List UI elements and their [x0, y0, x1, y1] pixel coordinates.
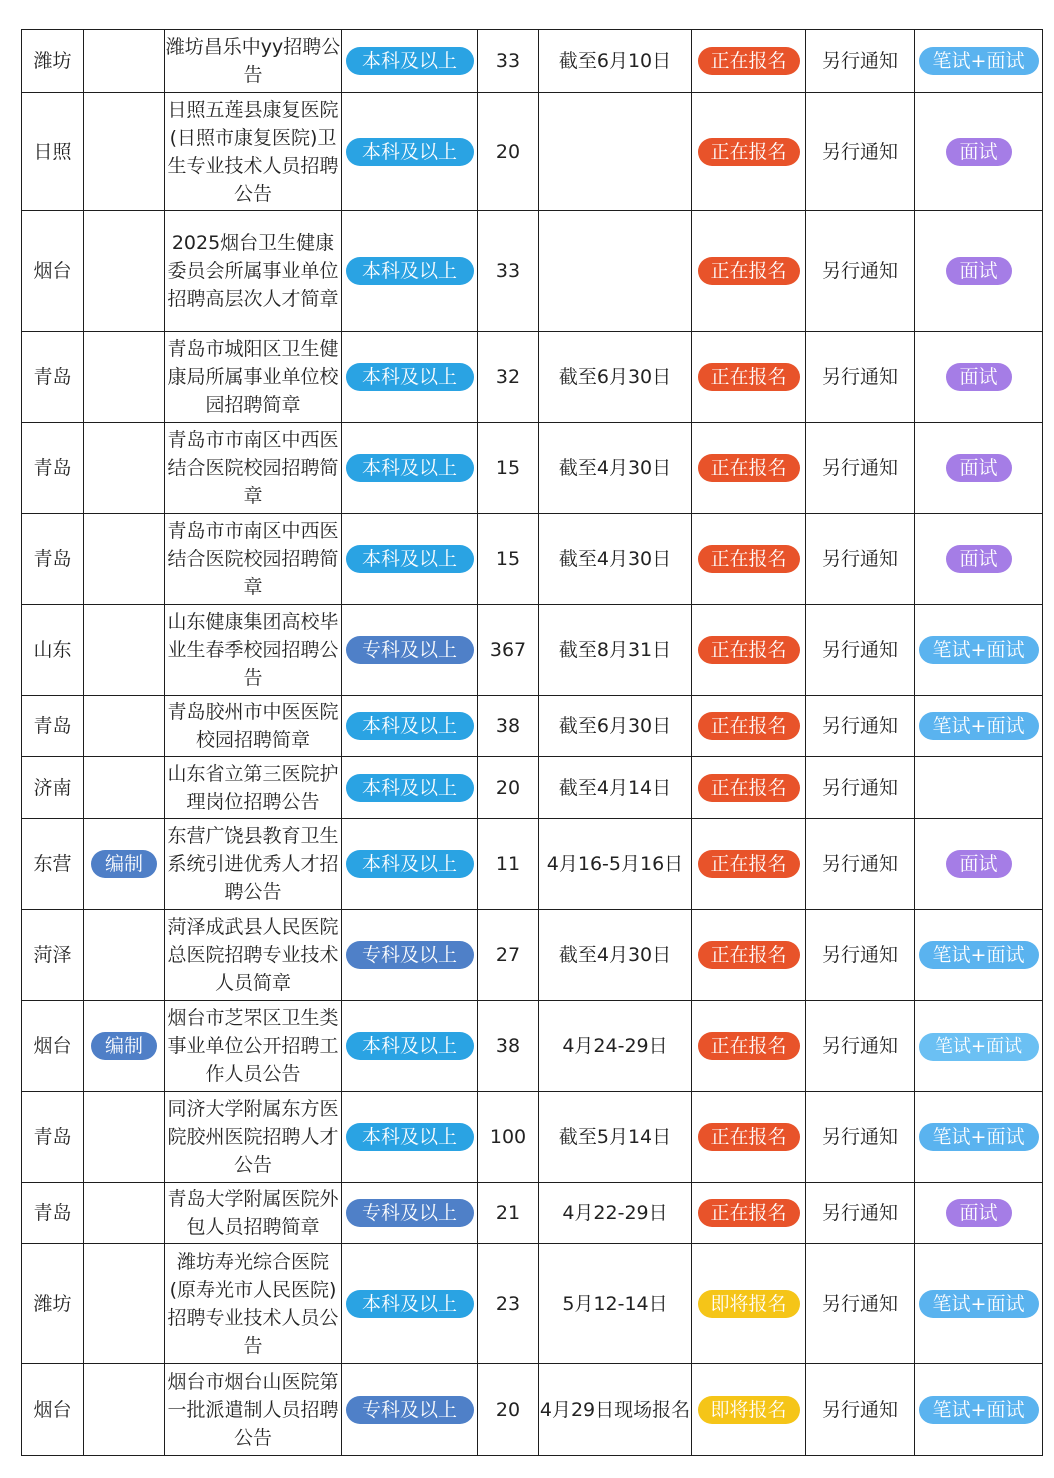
title-cell: [165, 332, 342, 423]
education-badge: 本科及以上: [346, 1032, 474, 1060]
status-cell: [692, 30, 806, 93]
count-cell: [478, 1183, 539, 1244]
count-cell: [478, 696, 539, 757]
date-cell: [539, 1364, 692, 1456]
education-badge: 本科及以上: [346, 454, 474, 482]
method-badge: 面试: [946, 850, 1012, 878]
announcement-title[interactable]: 潍坊昌乐中yy招聘公告: [165, 36, 341, 86]
method-cell: [915, 757, 1043, 819]
announcement-title[interactable]: 青岛市市南区中西医结合医院校园招聘简章: [167, 429, 339, 507]
method-cell: [915, 819, 1043, 910]
count-cell: [478, 93, 539, 211]
count-cell: [478, 211, 539, 332]
title-cell: [165, 211, 342, 332]
region-text: 青岛: [33, 548, 72, 570]
date-cell: [539, 1183, 692, 1244]
status-badge: 正在报名: [698, 257, 800, 285]
registration-date: 截至5月14日: [558, 1126, 672, 1148]
table-row: [22, 514, 1043, 605]
region-cell: [22, 605, 84, 696]
exam-time-cell: [806, 605, 915, 696]
region-cell: [22, 1183, 84, 1244]
region-cell: [22, 423, 84, 514]
announcement-title[interactable]: 青岛市城阳区卫生健康局所属事业单位校园招聘简章: [167, 338, 339, 416]
exam-time-cell: [806, 211, 915, 332]
table-row: [22, 605, 1043, 696]
announcement-title[interactable]: 东营广饶县教育卫生系统引进优秀人才招聘公告: [167, 825, 339, 903]
region-text: 潍坊: [33, 50, 72, 72]
region-cell: [22, 757, 84, 819]
education-cell: [342, 211, 478, 332]
status-cell: [692, 423, 806, 514]
status-badge: 正在报名: [698, 636, 800, 664]
education-cell: [342, 30, 478, 93]
count-cell: [478, 757, 539, 819]
region-text: 烟台: [33, 260, 72, 282]
status-badge: 正在报名: [698, 712, 800, 740]
method-badge: 笔试+面试: [919, 1290, 1039, 1318]
exam-time-cell: [806, 910, 915, 1001]
status-cell: [692, 1001, 806, 1092]
title-cell: [165, 514, 342, 605]
announcement-title[interactable]: 日照五莲县康复医院(日照市康复医院)卫生专业技术人员招聘公告: [167, 98, 339, 205]
announcement-title[interactable]: 潍坊寿光综合医院(原寿光市人民医院)招聘专业技术人员公告: [167, 1250, 339, 1357]
registration-date: 截至4月14日: [558, 776, 672, 799]
exam-time: 另行通知: [821, 1035, 898, 1057]
status-cell: [692, 1092, 806, 1183]
date-cell: [539, 93, 692, 211]
method-badge: 面试: [946, 138, 1012, 166]
status-badge: 正在报名: [698, 545, 800, 573]
status-badge: 正在报名: [698, 850, 800, 878]
announcement-title[interactable]: 菏泽成武县人民医院总医院招聘专业技术人员简章: [167, 916, 339, 994]
method-badge: 面试: [946, 1199, 1012, 1227]
tag-cell: [84, 211, 165, 332]
announcement-title[interactable]: 烟台市烟台山医院第一批派遣制人员招聘公告: [167, 1370, 339, 1449]
education-badge: 本科及以上: [346, 774, 474, 802]
education-cell: [342, 819, 478, 910]
method-cell: [915, 30, 1043, 93]
exam-time: 另行通知: [821, 1292, 898, 1315]
tag-cell: [84, 514, 165, 605]
positions-count: 367: [489, 639, 527, 661]
title-cell: [165, 30, 342, 93]
status-cell: [692, 1364, 806, 1456]
positions-count: 33: [495, 50, 521, 72]
exam-time-cell: [806, 1001, 915, 1092]
date-cell: [539, 1001, 692, 1092]
education-badge: 本科及以上: [346, 850, 474, 878]
announcement-title[interactable]: 青岛市市南区中西医结合医院校园招聘简章: [167, 520, 339, 598]
count-cell: [478, 819, 539, 910]
title-cell: [165, 1183, 342, 1244]
table-row: [22, 93, 1043, 211]
table-row: [22, 1092, 1043, 1183]
method-badge: 面试: [946, 545, 1012, 573]
registration-date: 4月29日现场报名: [539, 1398, 691, 1421]
method-badge: 面试: [946, 257, 1012, 285]
count-cell: [478, 514, 539, 605]
education-badge: 本科及以上: [346, 138, 474, 166]
title-cell: [165, 819, 342, 910]
announcement-title[interactable]: 同济大学附属东方医院胶州医院招聘人才公告: [167, 1098, 339, 1176]
exam-time: 另行通知: [821, 1202, 898, 1224]
region-cell: [22, 819, 84, 910]
table-row: [22, 1183, 1043, 1244]
title-cell: [165, 1364, 342, 1456]
positions-count: 21: [495, 1202, 521, 1224]
status-cell: [692, 696, 806, 757]
exam-time-cell: [806, 696, 915, 757]
exam-time: 另行通知: [821, 548, 898, 570]
education-badge: 本科及以上: [346, 47, 474, 75]
exam-time: 另行通知: [821, 1398, 898, 1421]
education-badge: 本科及以上: [346, 1290, 474, 1318]
exam-time-cell: [806, 1244, 915, 1364]
date-cell: [539, 819, 692, 910]
title-cell: [165, 1244, 342, 1364]
tag-cell: [84, 423, 165, 514]
positions-count: 100: [489, 1126, 527, 1148]
exam-time: 另行通知: [821, 457, 898, 479]
status-badge: 正在报名: [698, 1199, 800, 1227]
title-cell: [165, 93, 342, 211]
method-badge: 笔试+面试: [919, 712, 1039, 740]
announcement-title[interactable]: 山东省立第三医院护理岗位招聘公告: [167, 762, 339, 813]
tag-cell: [84, 605, 165, 696]
method-cell: [915, 605, 1043, 696]
table-row: [22, 332, 1043, 423]
positions-count: 15: [495, 548, 521, 570]
status-badge: 正在报名: [698, 47, 800, 75]
method-badge: 笔试+面试: [919, 47, 1039, 75]
title-cell: [165, 696, 342, 757]
education-cell: [342, 514, 478, 605]
education-badge: 本科及以上: [346, 363, 474, 391]
tag-cell: [84, 910, 165, 1001]
exam-time-cell: [806, 757, 915, 819]
method-badge: 笔试+面试: [919, 941, 1039, 969]
method-cell: [915, 423, 1043, 514]
tag-cell: [84, 1001, 165, 1092]
education-badge: 本科及以上: [346, 545, 474, 573]
region-cell: [22, 93, 84, 211]
count-cell: [478, 30, 539, 93]
positions-count: 15: [495, 457, 521, 479]
method-cell: [915, 514, 1043, 605]
region-text: 青岛: [33, 1202, 72, 1224]
tag-cell: [84, 696, 165, 757]
method-cell: [915, 1244, 1043, 1364]
table-row: [22, 819, 1043, 910]
exam-time-cell: [806, 93, 915, 211]
announcement-title[interactable]: 山东健康集团高校毕业生春季校园招聘公告: [167, 611, 339, 689]
region-text: 潍坊: [33, 1292, 72, 1315]
positions-count: 38: [495, 715, 521, 737]
tag-cell: [84, 1364, 165, 1456]
status-cell: [692, 819, 806, 910]
education-cell: [342, 1364, 478, 1456]
table-row: [22, 1001, 1043, 1092]
status-cell: [692, 757, 806, 819]
exam-time: 另行通知: [821, 366, 898, 388]
date-cell: [539, 423, 692, 514]
recruitment-table: [21, 29, 1043, 1456]
region-text: 东营: [33, 853, 72, 875]
table-row: [22, 1244, 1043, 1364]
region-cell: [22, 30, 84, 93]
registration-date: 截至4月30日: [558, 944, 672, 966]
title-cell: [165, 423, 342, 514]
exam-time: 另行通知: [821, 776, 898, 799]
education-badge: 专科及以上: [346, 1396, 474, 1424]
method-badge: 笔试+面试: [919, 636, 1039, 664]
education-badge: 本科及以上: [346, 1123, 474, 1151]
date-cell: [539, 514, 692, 605]
announcement-title[interactable]: 2025烟台卫生健康委员会所属事业单位招聘高层次人才简章: [167, 232, 339, 310]
positions-count: 11: [495, 853, 521, 875]
education-badge: 专科及以上: [346, 636, 474, 664]
education-cell: [342, 1092, 478, 1183]
tag-cell: [84, 819, 165, 910]
region-cell: [22, 910, 84, 1001]
table-row: [22, 211, 1043, 332]
registration-date: 4月22-29日: [562, 1202, 668, 1224]
education-cell: [342, 605, 478, 696]
exam-time-cell: [806, 1183, 915, 1244]
count-cell: [478, 423, 539, 514]
method-cell: [915, 1092, 1043, 1183]
date-cell: [539, 1244, 692, 1364]
date-cell: [539, 1092, 692, 1183]
region-text: 济南: [33, 776, 72, 799]
registration-date: 5月12-14日: [562, 1292, 668, 1315]
count-cell: [478, 605, 539, 696]
method-badge: 笔试+面试: [919, 1396, 1039, 1424]
date-cell: [539, 332, 692, 423]
table-row: [22, 423, 1043, 514]
title-cell: [165, 910, 342, 1001]
region-text: 山东: [33, 639, 72, 661]
status-cell: [692, 93, 806, 211]
exam-time-cell: [806, 423, 915, 514]
table-row: [22, 1364, 1043, 1456]
registration-date: 截至6月10日: [558, 50, 672, 72]
exam-time-cell: [806, 1092, 915, 1183]
tag-cell: [84, 30, 165, 93]
region-text: 青岛: [33, 457, 72, 479]
exam-time: 另行通知: [821, 944, 898, 966]
exam-time: 另行通知: [821, 260, 898, 282]
positions-count: 20: [495, 140, 521, 163]
count-cell: [478, 1244, 539, 1364]
status-cell: [692, 605, 806, 696]
table-row: [22, 757, 1043, 819]
status-badge: 正在报名: [698, 1123, 800, 1151]
exam-time: 另行通知: [821, 50, 898, 72]
method-cell: [915, 1001, 1043, 1092]
registration-date: 截至6月30日: [558, 366, 672, 388]
education-cell: [342, 1244, 478, 1364]
status-badge: 即将报名: [698, 1396, 800, 1424]
tag-cell: [84, 757, 165, 819]
announcement-title[interactable]: 烟台市芝罘区卫生类事业单位公开招聘工作人员公告: [167, 1007, 339, 1085]
region-cell: [22, 514, 84, 605]
positions-count: 20: [495, 776, 521, 799]
date-cell: [539, 30, 692, 93]
education-cell: [342, 757, 478, 819]
education-cell: [342, 423, 478, 514]
count-cell: [478, 332, 539, 423]
date-cell: [539, 910, 692, 1001]
registration-date: 截至8月31日: [558, 639, 672, 661]
education-cell: [342, 93, 478, 211]
exam-time-cell: [806, 819, 915, 910]
education-cell: [342, 332, 478, 423]
status-badge: 正在报名: [698, 363, 800, 391]
status-cell: [692, 910, 806, 1001]
title-cell: [165, 757, 342, 819]
exam-time-cell: [806, 30, 915, 93]
method-badge: 面试: [946, 363, 1012, 391]
title-cell: [165, 605, 342, 696]
table-row: [22, 696, 1043, 757]
exam-time: 另行通知: [821, 853, 898, 875]
education-badge: 本科及以上: [346, 712, 474, 740]
status-cell: [692, 1183, 806, 1244]
region-text: 烟台: [33, 1398, 72, 1421]
registration-date: 截至4月30日: [558, 457, 672, 479]
table-row: [22, 30, 1043, 93]
method-cell: [915, 332, 1043, 423]
date-cell: [539, 211, 692, 332]
bianzhi-badge: 编制: [91, 1032, 157, 1060]
region-text: 青岛: [33, 715, 72, 737]
method-badge: 笔试+面试: [919, 1123, 1039, 1151]
education-cell: [342, 1183, 478, 1244]
exam-time: 另行通知: [821, 715, 898, 737]
status-badge: 正在报名: [698, 454, 800, 482]
region-cell: [22, 211, 84, 332]
status-badge: 正在报名: [698, 1032, 800, 1060]
education-badge: 专科及以上: [346, 941, 474, 969]
announcement-title[interactable]: 青岛大学附属医院外包人员招聘简章: [167, 1188, 339, 1238]
positions-count: 20: [495, 1398, 521, 1421]
positions-count: 32: [495, 366, 521, 388]
title-cell: [165, 1001, 342, 1092]
method-badge: 笔试+面试: [919, 1033, 1039, 1061]
count-cell: [478, 1001, 539, 1092]
method-cell: [915, 211, 1043, 332]
region-cell: [22, 1244, 84, 1364]
positions-count: 33: [495, 260, 521, 282]
registration-date: 截至6月30日: [558, 715, 672, 737]
exam-time-cell: [806, 514, 915, 605]
positions-count: 27: [495, 944, 521, 966]
status-cell: [692, 514, 806, 605]
education-cell: [342, 910, 478, 1001]
registration-date: 截至4月30日: [558, 548, 672, 570]
method-cell: [915, 1183, 1043, 1244]
count-cell: [478, 1364, 539, 1456]
tag-cell: [84, 93, 165, 211]
region-text: 烟台: [33, 1035, 72, 1057]
status-badge: 正在报名: [698, 774, 800, 802]
registration-date: 4月24-29日: [562, 1035, 668, 1057]
region-text: 青岛: [33, 366, 72, 388]
tag-cell: [84, 332, 165, 423]
education-cell: [342, 1001, 478, 1092]
status-cell: [692, 211, 806, 332]
tag-cell: [84, 1244, 165, 1364]
region-text: 日照: [33, 140, 72, 163]
status-badge: 正在报名: [698, 138, 800, 166]
method-cell: [915, 93, 1043, 211]
method-cell: [915, 696, 1043, 757]
status-cell: [692, 1244, 806, 1364]
status-cell: [692, 332, 806, 423]
count-cell: [478, 1092, 539, 1183]
education-badge: 专科及以上: [346, 1199, 474, 1227]
date-cell: [539, 696, 692, 757]
method-cell: [915, 910, 1043, 1001]
region-cell: [22, 332, 84, 423]
education-cell: [342, 696, 478, 757]
region-cell: [22, 1364, 84, 1456]
table-body: [22, 30, 1043, 1456]
region-cell: [22, 1001, 84, 1092]
exam-time: 另行通知: [821, 1126, 898, 1148]
exam-time: 另行通知: [821, 140, 898, 163]
region-text: 青岛: [33, 1126, 72, 1148]
bianzhi-badge: 编制: [91, 850, 157, 878]
region-cell: [22, 696, 84, 757]
date-cell: [539, 757, 692, 819]
tag-cell: [84, 1183, 165, 1244]
education-badge: 本科及以上: [346, 257, 474, 285]
method-badge: 面试: [946, 454, 1012, 482]
count-cell: [478, 910, 539, 1001]
date-cell: [539, 605, 692, 696]
region-text: 菏泽: [33, 944, 72, 966]
status-badge: 正在报名: [698, 941, 800, 969]
exam-time-cell: [806, 332, 915, 423]
positions-count: 23: [495, 1292, 521, 1315]
status-badge: 即将报名: [698, 1290, 800, 1318]
tag-cell: [84, 1092, 165, 1183]
region-cell: [22, 1092, 84, 1183]
exam-time: 另行通知: [821, 639, 898, 661]
table-row: [22, 910, 1043, 1001]
positions-count: 38: [495, 1035, 521, 1057]
announcement-title[interactable]: 青岛胶州市中医医院校园招聘简章: [167, 701, 339, 751]
registration-date: 4月16-5月16日: [546, 853, 684, 875]
method-cell: [915, 1364, 1043, 1456]
exam-time-cell: [806, 1364, 915, 1456]
title-cell: [165, 1092, 342, 1183]
